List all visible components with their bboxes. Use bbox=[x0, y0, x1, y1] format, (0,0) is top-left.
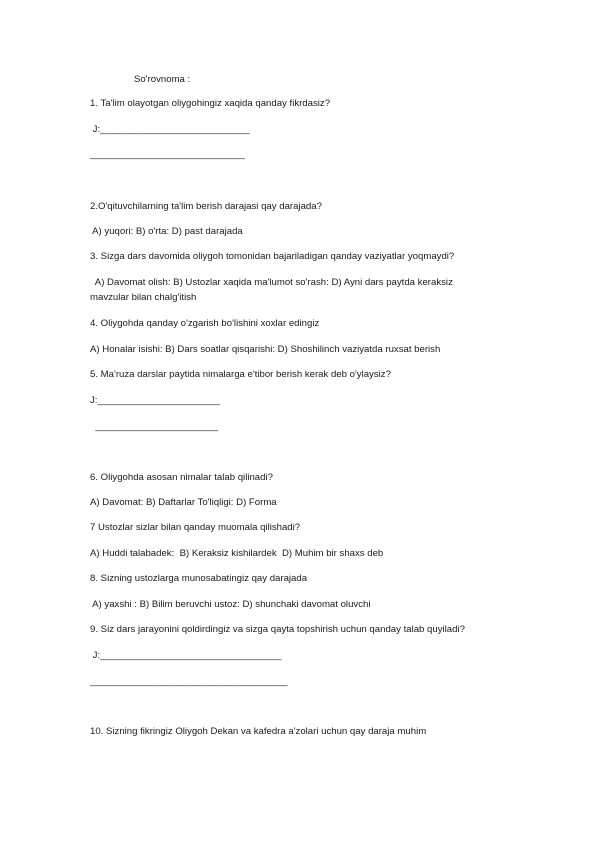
answer-line: J:__________________________________ bbox=[90, 650, 282, 661]
answer-options: A) yuqori: B) o'rta: D) past darajada bbox=[90, 226, 243, 237]
question-5: 5. Ma'ruza darslar paytida nimalarga e'tibor berish kerak deb o'ylaysiz? bbox=[90, 369, 391, 380]
answer-line: _____________________________ bbox=[90, 149, 245, 160]
answer-line: J:_______________________ bbox=[90, 395, 221, 406]
answer-options: A) Huddi talabadek: B) Keraksiz kishilardek D) Muhim bir shaxs deb bbox=[90, 548, 384, 559]
question-2: 2.O'qituvchilarning ta'lim berish darajasi qay darajada? bbox=[90, 201, 322, 212]
question-4: 4. Oliygohda qanday o'zgarish bo'lishini xoxlar edingiz bbox=[90, 318, 320, 329]
question-1: 1. Ta'lim olayotgan oliygohingiz xaqida qanday fikrdasiz? bbox=[90, 98, 331, 109]
answer-options-continued: mavzular bilan chalg'itish bbox=[90, 292, 197, 303]
question-8: 8. Sizning ustozlarga munosabatingiz qay darajada bbox=[90, 573, 308, 584]
question-10: 10. Sizning fikringiz Oliygoh Dekan va kafedra a'zolari uchun qay daraja muhim bbox=[90, 726, 427, 737]
answer-options: A) Davomat olish: B) Ustozlar xaqida ma'lumot so'rash: D) Ayni dars paytda keraksiz bbox=[90, 277, 453, 288]
answer-line: J:____________________________ bbox=[90, 124, 250, 135]
question-9: 9. Siz dars jarayonini qoldirdingiz va sizga qayta topshirish uchun qanday talab quyiladi? bbox=[90, 624, 465, 635]
question-7: 7 Ustozlar sizlar bilan qanday muomala qilishadi? bbox=[90, 522, 301, 533]
answer-options: A) yaxshi : B) Bilim beruvchi ustoz: D) shunchaki davomat oluvchi bbox=[90, 599, 371, 610]
answer-options: A) Honalar isishi: B) Dars soatlar qisqarishi: D) Shoshilinch vaziyatda ruxsat berish bbox=[90, 344, 441, 355]
question-6: 6. Oliygohda asosan nimalar talab qilinadi? bbox=[90, 472, 273, 483]
question-3: 3. Sizga dars davomida oliygoh tomonidan bajariladigan qanday vaziyatlar yoqmaydi? bbox=[90, 251, 455, 262]
answer-line: _____________________________________ bbox=[90, 676, 288, 687]
document-title: So'rovnoma : bbox=[134, 74, 191, 85]
answer-options: A) Davomat: B) Daftarlar To'liqligi: D) Forma bbox=[90, 497, 277, 508]
answer-line: _______________________ bbox=[90, 421, 219, 432]
